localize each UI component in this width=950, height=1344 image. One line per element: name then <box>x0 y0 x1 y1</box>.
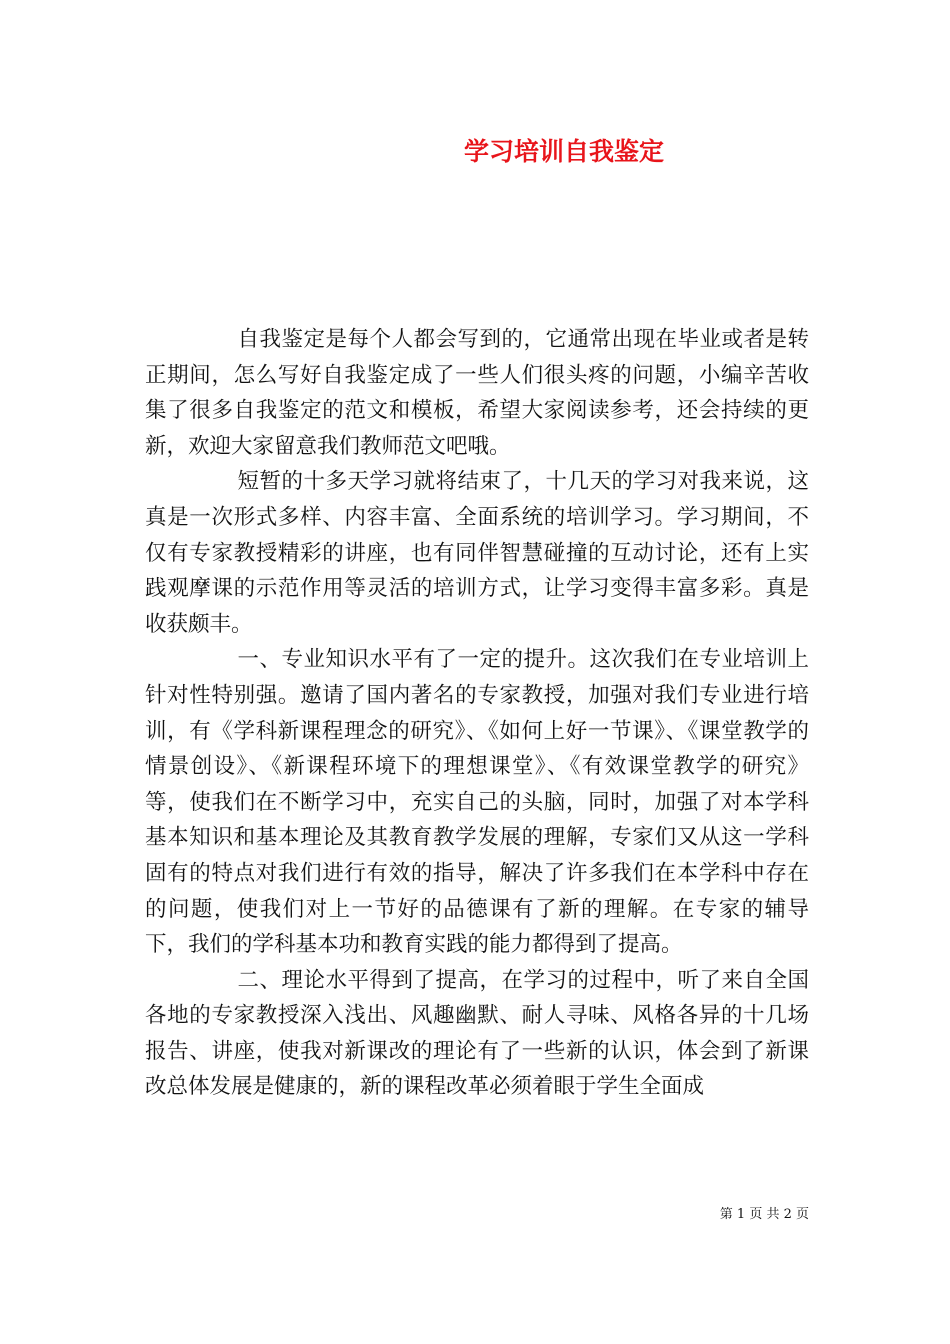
document-body <box>145 322 809 1105</box>
page-number: 第 1 页 共 2 页 <box>719 1207 809 1222</box>
page-title: 学习培训自我鉴定 <box>463 137 664 166</box>
paragraph-section-2: 二、理论水平得到了提高，在学习的过程中，听了来自全国各地的专家教授深入浅出、风趣幽默、耐人寻味、风格各异的十几场报告、讲座，使我对新课改的理论有了一些新的认识，体会到了新课改总体发展是健康的，新的课程改革必须着眼于学生全面成 <box>145 967 809 1100</box>
paragraph-summary: 短暂的十多天学习就将结束了，十几天的学习对我来说，这真是一次形式多样、内容丰富、全面系统的培训学习。学习期间，不仅有专家教授精彩的讲座，也有同伴智慧碰撞的互动讨论，还有上实践观摩课的示范作用等灵活的培训方式，让学习变得丰富多彩。真是收获颇丰。 <box>145 469 809 637</box>
paragraph-intro: 自我鉴定是每个人都会写到的，它通常出现在毕业或者是转正期间，怎么写好自我鉴定成了一些人们很头疼的问题，小编辛苦收集了很多自我鉴定的范文和模板，希望大家阅读参考，还会持续的更新，欢迎大家留意我们教师范文吧哦。 <box>145 327 809 459</box>
paragraph-section-1: 一、专业知识水平有了一定的提升。这次我们在专业培训上针对性特别强。邀请了国内著名的专家教授，加强对我们专业进行培训，有《学科新课程理念的研究》、《如何上好一节课》、《课堂教学的情景创设》、《新课程环境下的理想课堂》、《有效课堂教学的研究》等，使我们在不断学习中，充实自己的头脑，同时，加强了对本学科基本知识和基本理论及其教育教学发展的理解，专家们又从这一学科固有的特点对我们进行有效的指导，解决了许多我们在本学科中存在的问题，使我们对上一节好的品德课有了新的理解。在专家的辅导下，我们的学科基本功和教育实践的能力都得到了提高。 <box>145 647 809 958</box>
